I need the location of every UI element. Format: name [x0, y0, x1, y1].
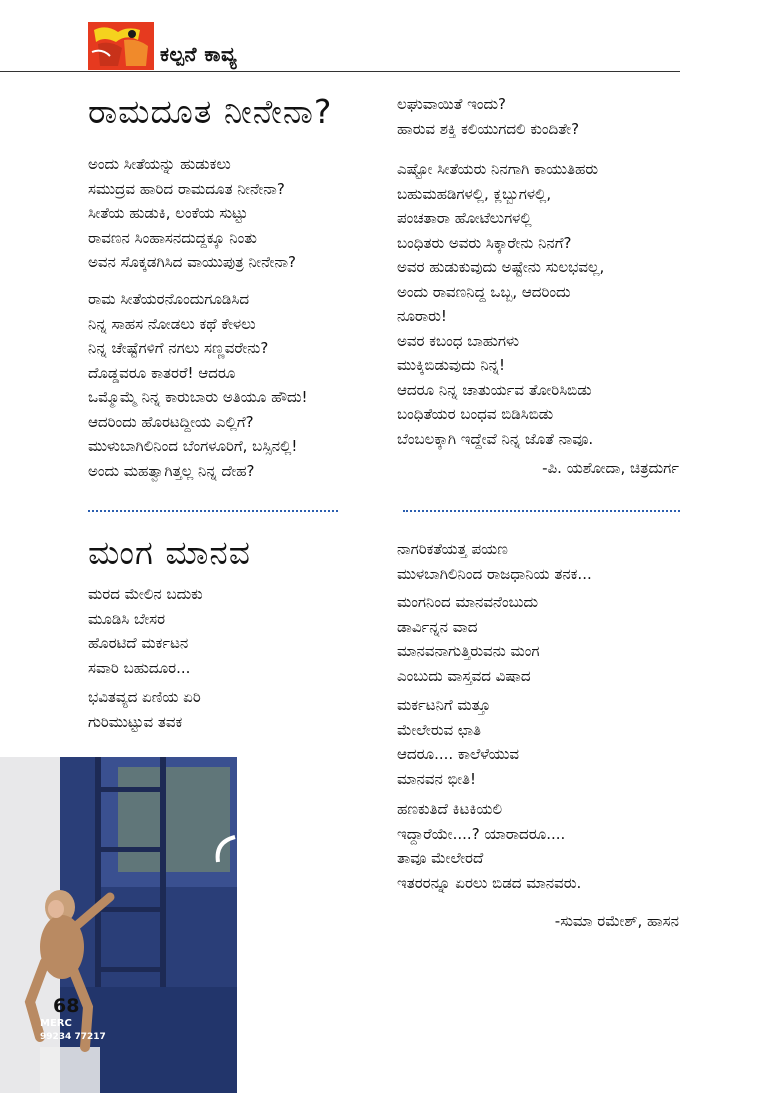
poem-line: ಡಾರ್ವಿನ್ನನ ವಾದ	[397, 617, 478, 636]
poem2-stanza	[397, 797, 581, 895]
poem-line: ಬಂಧಿತೆಯರ ಬಂಧವ ಬಿಡಿಸಿಬಿಡು	[397, 405, 554, 423]
poem1-stanza	[88, 287, 308, 483]
poem-line: ಮಾನವನ ಭೀತಿ!	[397, 769, 477, 788]
poem-line: ರಾವಣನ ಸಿಂಹಾಸನದುದ್ದಕ್ಕೂ ನಿಂತು	[88, 228, 257, 247]
poem-line: ದೊಡ್ಡವರೂ ಕಾತರರೆ! ಆದರೂ	[88, 363, 236, 382]
poem-line: ಲಘುವಾಯಿತೆ ಇಂದು?	[397, 95, 506, 113]
poem-line: ಗುರಿಮುಟ್ಟುವ ತವಕ	[88, 712, 183, 731]
poem-line: ನಿನ್ನ ಸಾಹಸ ನೋಡಲು ಕಥೆ ಕೇಳಲು	[88, 314, 256, 333]
poem2-stanza	[397, 590, 540, 688]
poem2-author-signature: -ಸುಮಾ ರಮೇಶ್, ಹಾಸನ	[554, 912, 679, 930]
section-title: ಕಲ್ಪನೆ ಕಾವ್ಯ	[160, 42, 238, 66]
poem-line: ಎಂಬುದು ವಾಸ್ತವದ ವಿಷಾದ	[397, 666, 531, 685]
poem-line: ಒಮ್ಮೊಮ್ಮೆ ನಿನ್ನ ಕಾರುಬಾರು ಅತಿಯೂ ಹೌದು!	[88, 388, 308, 406]
poem-line: ಬಂಧಿತರು ಅವರು ಸಿಕ್ಕಾರೇನು ನಿನಗೆ?	[397, 233, 572, 252]
poem-line: ತಾವೂ ಮೇಲೇರದೆ	[397, 849, 484, 867]
page-number: 68	[53, 995, 80, 1017]
poem-line: ನಾಗರಿಕತೆಯತ್ತ ಪಯಣ	[397, 540, 508, 558]
poem-line: ಮುಕ್ಕಿಬಿಡುವುದು ನಿನ್ನ!	[397, 356, 506, 374]
poem-line: ಭವಿತವ್ಯದ ಏಣಿಯ ಏರಿ	[88, 688, 201, 706]
poem-line: ಸವಾರಿ ಬಹುದೂರ...	[88, 658, 191, 677]
poem-line: ಅಂದು ರಾವಣನಿದ್ದ ಒಬ್ಬ, ಆದರಿಂದು	[397, 282, 571, 301]
poem-line: ಅವರ ಕಬಂಧ ಬಾಹುಗಳು	[397, 331, 519, 350]
monkey-on-bus-photo	[0, 757, 237, 1093]
bus-phone-text: 99234 77217	[40, 1032, 106, 1042]
poem-line: ಪಂಚತಾರಾ ಹೋಟೆಲುಗಳಲ್ಲಿ	[397, 209, 532, 227]
poem-line: ಹಣಕುತಿದೆ ಕಿಟಕಿಯಲಿ	[397, 800, 503, 818]
poem-line: ಸೀತೆಯ ಹುಡುಕಿ, ಲಂಕೆಯ ಸುಟ್ಟು	[88, 204, 248, 222]
poem-line: ಅಂದು ಸೀತೆಯನ್ನು ಹುಡುಕಲು	[88, 155, 231, 173]
poem-line: ಬಹುಮಹಡಿಗಳಲ್ಲಿ, ಕ್ಲಬ್ಬುಗಳಲ್ಲಿ,	[397, 184, 552, 203]
poem1-stanza	[397, 92, 579, 141]
poem-line: ಬೆಂಬಲಕ್ಕಾಗಿ ಇದ್ದೇವೆ ನಿನ್ನ ಜೊತೆ ನಾವೂ.	[397, 429, 594, 448]
poem-line: ಆದರೂ.... ಕಾಲೆಳೆಯುವ	[397, 745, 520, 763]
dotted-divider-left	[88, 510, 338, 512]
poem-line: ಸಮುದ್ರವ ಹಾರಿದ ರಾಮದೂತ ನೀನೇನಾ?	[88, 179, 285, 198]
poem-line: ಎಷ್ಟೋ ಸೀತೆಯರು ನಿನಗಾಗಿ ಕಾಯುತಿಹರು	[397, 160, 599, 178]
bus-brand-text: MERC	[40, 1018, 72, 1029]
poem-line: ಮರದ ಮೇಲಿನ ಬದುಕು	[88, 585, 203, 603]
poem1-stanza	[88, 152, 296, 275]
poem1-title: ರಾಮದೂತ ನೀನೇನಾ?	[88, 92, 333, 131]
poem-line: ಹಾರುವ ಶಕ್ತಿ ಕಲಿಯುಗದಲಿ ಕುಂದಿತೇ?	[397, 119, 580, 138]
poem-line: ಅವರ ಹುಡುಕುವುದು ಅಷ್ಟೇನು ಸುಲಭವಲ್ಲ,	[397, 258, 605, 276]
poem-line: ನೂರಾರು!	[397, 307, 447, 325]
poem-line: ಮಾನವನಾಗುತ್ತಿರುವನು ಮಂಗ	[397, 642, 540, 660]
poem2-stanza	[397, 693, 519, 791]
poem2-stanza	[88, 685, 201, 734]
poem1-stanza	[397, 157, 604, 451]
poem-line: ಮೂಡಿಸಿ ಬೇಸರ	[88, 609, 166, 628]
poem-line: ಹೊರಟಿದೆ ಮರ್ಕಟನ	[88, 634, 189, 652]
poem-line: ಆದರೂ ನಿನ್ನ ಚಾತುರ್ಯವ ತೋರಿಸಿಬಿಡು	[397, 380, 592, 399]
header-divider	[0, 71, 680, 72]
poem-line: ಆದರಿಂದು ಹೊರಟದ್ದೀಯ ಎಲ್ಲಿಗೆ?	[88, 412, 254, 431]
poem-line: ಮುಳುಬಾಗಿಲಿನಿಂದ ಬೆಂಗಳೂರಿಗೆ, ಬಸ್ಸಿನಲ್ಲಿ!	[88, 437, 298, 455]
poem-line: ಮರ್ಕಟನಿಗೆ ಮತ್ತೂ	[397, 696, 491, 714]
dotted-divider-right	[403, 510, 680, 512]
poem-line: ರಾಮ ಸೀತೆಯರನೊಂದುಗೂಡಿಸಿದ	[88, 290, 250, 308]
poem2-stanza	[397, 537, 592, 586]
poem-line: ಮುಳಬಾಗಿಲಿನಿಂದ ರಾಜಧಾನಿಯ ತನಕ...	[397, 564, 592, 583]
poem-line: ಇತರರನ್ನೂ ಏರಲು ಬಿಡದ ಮಾನವರು.	[397, 873, 582, 892]
poem1-author-signature: -ಪಿ. ಯಶೋದಾ, ಚಿತ್ರದುರ್ಗ	[542, 459, 679, 477]
poem-line: ಅಂದು ಮಹತ್ವಾಗಿತ್ತಲ್ಲ ನಿನ್ನ ದೇಹ?	[88, 461, 255, 480]
poem-line: ಮೇಲೇರುವ ಛಾತಿ	[397, 720, 481, 739]
poem2-title: ಮಂಗ ಮಾನವ	[88, 533, 251, 572]
poem-line: ಇದ್ದಾರೆಯೇ....? ಯಾರಾದರೂ....	[397, 824, 566, 843]
poem-line: ಮಂಗನಿಂದ ಮಾನವನೆಂಬುದು	[397, 593, 538, 611]
magazine-section-logo	[88, 22, 154, 70]
poem2-stanza	[88, 582, 203, 680]
poem-line: ನಿನ್ನ ಚೇಷ್ಟೆಗಳಿಗೆ ನಗಲು ಸಣ್ಣವರೇನು?	[88, 339, 269, 357]
poem-line: ಅವನ ಸೊಕ್ಕಡಗಿಸಿದ ವಾಯುಪುತ್ರ ನೀನೇನಾ?	[88, 253, 296, 271]
